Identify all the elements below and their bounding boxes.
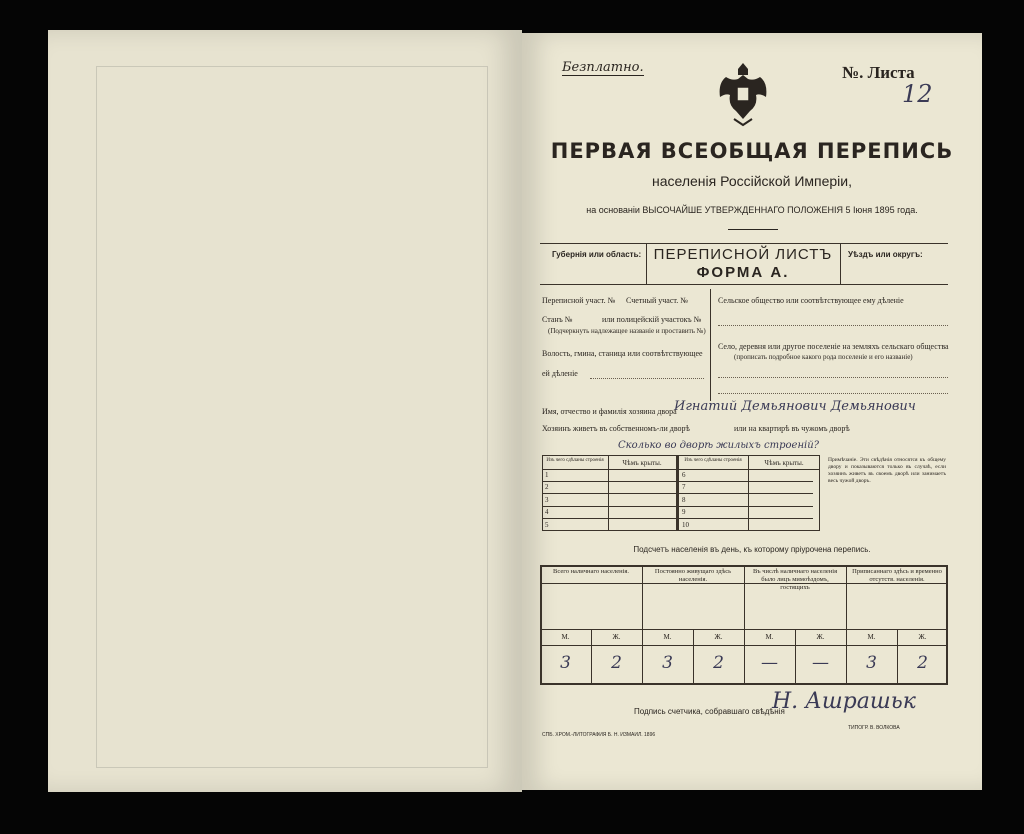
census-form-page: [522, 33, 982, 790]
sheet-number-handwritten: 12: [902, 80, 933, 108]
form-a-label: ФОРМА А.: [696, 264, 790, 281]
printer-imprint-right: ТИПОГР. В. ВОЛКОВА: [848, 725, 900, 731]
rural-society-label: Сельское общество или соотвѣтствующее ему дѣленіе: [718, 296, 904, 305]
population-value-handwritten: 3: [662, 653, 673, 673]
table-row-line: [679, 506, 813, 507]
owner-lives-other-label: или на квартирѣ въ чужомъ дворѣ: [734, 424, 850, 433]
population-value-handwritten: 2: [713, 653, 724, 673]
census-district-label: Переписной участ. №: [542, 296, 616, 305]
form-subtitle: населенія Россійской Имперіи,: [652, 173, 852, 189]
village-rule-2: [718, 393, 948, 394]
free-label: Безплатно.: [562, 60, 644, 75]
form-head-divider-left: [646, 243, 647, 285]
owner-name-handwritten: Игнатий Демьянович Демьянович: [674, 399, 916, 414]
rural-society-rule: [718, 325, 948, 326]
basis-line: на основаніи ВЫСОЧАЙШЕ УТВЕРЖДЕННАГО ПОЛОЖЕНІЯ 5 Іюня 1895 года.: [586, 205, 918, 215]
sheet-number-label: №. Листа: [842, 63, 915, 82]
population-sex-label: М.: [561, 633, 570, 641]
table-row-number: 1: [545, 471, 549, 479]
stan-note: (Подчеркнуть надлежащее названіе и проставить №): [548, 327, 706, 335]
table-row-line: [679, 481, 813, 482]
buildings-question: Сколько во дворѣ жилыхъ строеній?: [618, 440, 820, 451]
population-group-header: Постоянно живущаго здѣсь населенія.: [654, 568, 732, 583]
table-row-line: [679, 518, 813, 519]
volost-label: Волость, гмина, станица или соотвѣтствующее: [542, 349, 703, 358]
population-sex-line: [540, 629, 948, 630]
stan-label: Станъ №: [542, 315, 573, 324]
province-label: Губернія или область:: [552, 250, 642, 259]
uezd-label: Уѣздъ или округъ:: [848, 250, 923, 259]
left-page: [48, 30, 522, 792]
population-sex-label: Ж.: [612, 633, 621, 641]
population-group-header: Всего наличнаго населенія.: [553, 568, 629, 575]
police-district-label: или полицейскій участокъ №: [602, 315, 702, 324]
census-sheet-title: ПЕРЕПИСНОЙ ЛИСТЪ: [653, 246, 833, 263]
faded-form-frame: [96, 66, 488, 768]
fields-divider: [710, 289, 711, 401]
ornament-divider: [728, 229, 778, 230]
table-row-line: [542, 506, 676, 507]
table-row-line: [679, 493, 813, 494]
counter-signature: Н. Ашрашьк: [772, 689, 916, 714]
imperial-eagle-emblem: [714, 59, 772, 129]
table-row-number: 9: [682, 508, 686, 517]
village-rule-1: [718, 377, 948, 378]
population-value-handwritten: 2: [917, 653, 928, 673]
owner-name-label: Имя, отчество и фамилія хозяина двора: [542, 407, 677, 416]
population-sex-label: Ж.: [714, 633, 723, 641]
population-value-handwritten: —: [812, 653, 829, 673]
table-row-line: [542, 518, 676, 519]
population-sex-label: М.: [867, 633, 876, 641]
buildings-note: Примѣчаніе. Эти свѣдѣнія относятся къ общему двору и показываются только въ случаѣ, если хозяинъ живетъ въ своемъ дворѣ или занимаетъ весь чужой дворъ.: [828, 457, 946, 484]
population-sex-label: Ж.: [918, 633, 927, 641]
volost-field-rule: [590, 378, 704, 379]
table-row-number: 6: [682, 471, 686, 479]
population-group-header: Въ числѣ наличнаго населенія было лицъ мимоѣздомъ, гостящихъ: [752, 568, 838, 591]
printer-imprint-left: СПБ. ХРОМ.-ЛИТОГРАФИЯ Б. Н. ИЗМАИЛ. 1896: [542, 732, 656, 738]
form-head-divider-right: [840, 243, 841, 285]
table-row-line: [542, 493, 676, 494]
population-value-handwritten: —: [761, 653, 778, 673]
form-title: ПЕРВАЯ ВСЕОБЩАЯ ПЕРЕПИСЬ: [550, 139, 954, 163]
population-group-header: Приписаннаго здѣсь и временно отсутств. населенія.: [852, 568, 942, 583]
owner-lives-own-label: Хозяинъ живетъ въ собственномъ-ли дворѣ: [542, 424, 690, 433]
buildings-col-header: Изъ чего сдѣланы строенія: [684, 458, 742, 463]
village-note: (прописать подробное какого рода поселеніе и его названіе): [734, 353, 913, 361]
population-value-handwritten: 3: [866, 653, 877, 673]
buildings-header-line: [542, 469, 820, 470]
population-sex-label: М.: [663, 633, 672, 641]
population-values-line: [540, 645, 948, 646]
table-row-number: 5: [545, 520, 549, 529]
signature-label: Подпись счетчика, собравшаго свѣдѣнія: [634, 707, 785, 716]
population-sex-label: М.: [765, 633, 774, 641]
table-row-number: 2: [545, 483, 549, 492]
table-row-number: 3: [545, 495, 549, 504]
population-value-handwritten: 3: [560, 653, 571, 673]
volost-label-2: ей дѣленіе: [542, 369, 578, 378]
village-label: Село, деревня или другое поселеніе на земляхъ сельскаго общества: [718, 342, 949, 351]
counting-district-label: Счетный участ. №: [626, 296, 688, 305]
buildings-col-header: Чѣмъ крыты.: [622, 459, 662, 467]
population-sex-label: Ж.: [816, 633, 825, 641]
table-row-number: 8: [682, 495, 686, 504]
buildings-col-header: Изъ чего сдѣланы строенія: [546, 458, 604, 463]
table-row-line: [542, 481, 676, 482]
table-row-number: 10: [682, 520, 689, 529]
buildings-col-header: Чѣмъ крыты.: [764, 459, 804, 467]
table-row-number: 7: [682, 483, 686, 492]
population-value-handwritten: 2: [611, 653, 622, 673]
population-caption: Подсчетъ населенія въ день, къ которому пріурочена перепись.: [633, 545, 871, 554]
table-row-number: 4: [545, 508, 549, 517]
